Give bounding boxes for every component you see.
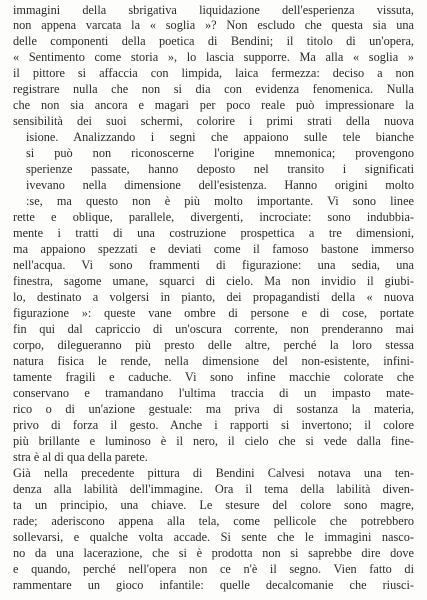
text-line-32: ta un principio, una chiave. Le stesure del colore sono magre, xyxy=(13,498,414,512)
text-line-14: rette e oblique, parallele, divergenti, incrociate: sono indubbia- xyxy=(13,210,414,224)
text-line-27: privo di forza il gesto. Anche i rapporti si invertono; il colore xyxy=(13,418,414,432)
text-line-22: corpo, dilegueranno più presto delle altre, perché la loro stessa xyxy=(13,338,414,352)
text-line-5: il pittore si affaccia con limpida, laica fermezza: deciso a non xyxy=(13,66,414,80)
text-line-15: mente i tratti di una costruzione prospettica a tre dimensioni, xyxy=(13,226,414,240)
text-line-8: sensibilità dei suoi schermi, colorire i primi strati della nuova xyxy=(13,114,414,128)
text-line-36: e quando, perché nell'opera non ce n'è il segno. Vien fatto di xyxy=(13,562,414,576)
text-line-6: registrare nulla che non si dia con evidenza fenomenica. Nulla xyxy=(13,82,414,96)
text-line-12: ivevano nella dimensione dell'esistenza. Hanno origini molto xyxy=(26,178,414,192)
text-line-7: che non sia ancora e magari per poco reale può impressionare la xyxy=(13,98,414,112)
text-line-37: rammentare un gioco infantile: quelle decalcomanie che riusci- xyxy=(13,578,414,592)
text-line-17: nell'acqua. Vi sono frammenti di figurazione: una sedia, una xyxy=(13,258,414,272)
text-line-30: Già nella precedente pittura di Bendini Calvesi notava una ten- xyxy=(13,466,414,480)
text-line-1: immagini della sbrigativa liquidazione dell'esperienza vissuta, xyxy=(13,3,414,17)
text-line-34: sollevarsi, e qualche volta accade. Si sente che le immagini nasco- xyxy=(13,530,414,544)
text-line-26: rico o di un'azione gestuale: ma priva di sostanza la materia, xyxy=(13,402,414,416)
text-line-2: non appena varcata la « soglia »? Non escludo che questa sia una xyxy=(13,18,414,32)
text-line-33: rade; aderiscono appena alla tela, come pellicole che potrebbero xyxy=(13,514,414,528)
text-line-10: si può non riconoscerne l'origine mnemonica; provengono xyxy=(26,146,414,160)
text-line-3: delle componenti della poetica di Bendini; il titolo di un'opera, xyxy=(13,34,414,48)
text-line-4: « Sentimento come storia », lo lascia supporre. Ma alla « soglia » xyxy=(13,50,414,64)
text-line-24: tamente fragili e caduche. Vi sono infine macchie colorate che xyxy=(13,370,414,384)
text-line-11: sperienze passate, hanno deposto nel transito i significati xyxy=(26,162,414,176)
text-line-16: ma appaiono spezzati e deviati come il famoso bastone immerso xyxy=(13,242,414,256)
text-line-31: denza alla labilità dell'immagine. Ora il tema della labilità diven- xyxy=(13,482,414,496)
text-line-29: stra è al di qua della parete. xyxy=(13,450,148,464)
text-line-21: fin qui dal capriccio di un'oscura corrente, non prenderanno mai xyxy=(13,322,414,336)
text-line-23: natura fisica le rende, nella dimensione del non-esistente, infini- xyxy=(13,354,414,368)
text-line-35: no da una lacerazione, che si è prodotta non si saprebbe dire dove xyxy=(13,546,414,560)
text-line-18: finestra, sagome umane, squarci di cielo. Ma non invidio il giubi- xyxy=(13,274,414,288)
text-line-9: isione. Analizzando i segni che appaiono sulle tele bianche xyxy=(26,130,414,144)
text-line-20: figurazione »: queste vane ombre di persone e di cose, portate xyxy=(13,306,414,320)
text-line-28: più brillante e luminoso è il nero, il cielo che si vede dalla fine- xyxy=(13,434,414,448)
text-line-19: lo, destinato a volgersi in pianto, dei propagandisti della « nuova xyxy=(13,290,414,304)
text-line-13: :se, ma questo non è più molto importante. Vi sono linee xyxy=(26,194,414,208)
text-line-25: conservano e tramandano l'ultima traccia di un impasto mate- xyxy=(13,386,414,400)
